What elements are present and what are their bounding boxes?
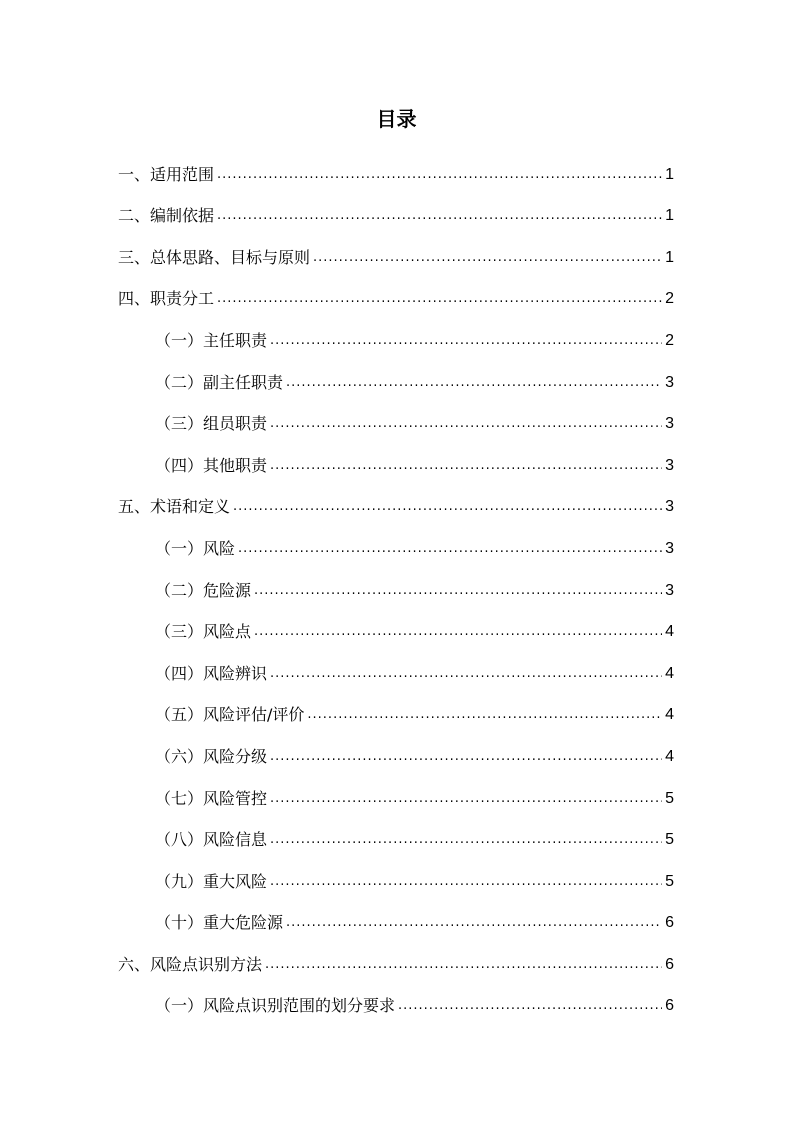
toc-entry-page: 6: [665, 997, 674, 1015]
toc-entry-page: 3: [665, 456, 674, 474]
toc-entry-label: （三）组员职责: [155, 414, 268, 434]
toc-entry-label: （五）风险评估/评价: [155, 705, 305, 725]
toc-entry-label: （十）重大危险源: [155, 913, 284, 933]
toc-entry-page: 2: [665, 290, 674, 308]
toc-entry[interactable]: [118, 604, 674, 646]
toc-entry[interactable]: [118, 936, 674, 978]
toc-entry-label: 四、职责分工: [118, 289, 215, 309]
toc-entry[interactable]: [118, 271, 674, 313]
dot-leader: [217, 162, 662, 188]
toc-entry-page: 4: [665, 706, 674, 724]
dot-leader: [286, 910, 662, 936]
toc-entry-page: 3: [665, 539, 674, 557]
toc-entry-label: （一）风险点识别范围的划分要求: [155, 996, 396, 1016]
toc-entry-label: （四）其他职责: [155, 455, 268, 475]
toc-entry-page: 3: [665, 373, 674, 391]
toc-entry[interactable]: [118, 229, 674, 271]
dot-leader: [313, 245, 662, 271]
dot-leader: [286, 370, 662, 396]
toc-entry[interactable]: [118, 770, 674, 812]
dot-leader: [254, 578, 662, 604]
toc-entry-page: 1: [665, 248, 674, 266]
toc-entry-page: 5: [665, 831, 674, 849]
dot-leader: [217, 286, 662, 312]
toc-entry[interactable]: [118, 354, 674, 396]
dot-leader: [270, 827, 662, 853]
toc-entry[interactable]: [118, 645, 674, 687]
dot-leader: [238, 536, 662, 562]
toc-entry[interactable]: [118, 312, 674, 354]
toc-entry-label: （一）风险: [155, 538, 236, 558]
toc-entry[interactable]: [118, 479, 674, 521]
toc-entry-page: 4: [665, 664, 674, 682]
toc-entry-page: 1: [665, 165, 674, 183]
dot-leader: [270, 328, 662, 354]
dot-leader: [270, 786, 662, 812]
toc-entry-label: （八）风险信息: [155, 830, 268, 850]
toc-entry-page: 3: [665, 498, 674, 516]
toc-entry-label: （三）风险点: [155, 622, 252, 642]
toc-entry-page: 4: [665, 747, 674, 765]
toc-title: 目录: [376, 107, 417, 131]
dot-leader: [265, 952, 662, 978]
dot-leader: [270, 411, 662, 437]
toc-entry[interactable]: [118, 520, 674, 562]
dot-leader: [233, 494, 662, 520]
dot-leader: [270, 744, 662, 770]
toc-entry-label: （七）风险管控: [155, 788, 268, 808]
toc-entry[interactable]: [118, 437, 674, 479]
toc-entry-page: 2: [665, 331, 674, 349]
toc-entry[interactable]: [118, 188, 674, 230]
dot-leader: [307, 702, 662, 728]
toc-entry[interactable]: [118, 812, 674, 854]
toc-entry-page: 5: [665, 872, 674, 890]
toc-entry-label: （一）主任职责: [155, 330, 268, 350]
toc-entry-page: 3: [665, 415, 674, 433]
toc-entry-page: 5: [665, 789, 674, 807]
toc-entry-label: （九）重大风险: [155, 871, 268, 891]
toc-entry-label: （二）副主任职责: [155, 372, 284, 392]
dot-leader: [398, 993, 662, 1019]
toc-entry-label: 一、适用范围: [118, 164, 215, 184]
dot-leader: [270, 453, 662, 479]
toc-entry[interactable]: [118, 562, 674, 604]
dot-leader: [217, 203, 662, 229]
toc-entry-page: 1: [665, 207, 674, 225]
toc-entry[interactable]: [118, 687, 674, 729]
dot-leader: [254, 619, 662, 645]
table-of-contents: [118, 146, 674, 1019]
toc-entry[interactable]: [118, 895, 674, 937]
toc-entry[interactable]: [118, 853, 674, 895]
toc-entry[interactable]: [118, 728, 674, 770]
toc-entry-label: （六）风险分级: [155, 746, 268, 766]
toc-entry-label: 三、总体思路、目标与原则: [118, 247, 311, 267]
toc-entry[interactable]: [118, 146, 674, 188]
dot-leader: [270, 661, 662, 687]
toc-entry-label: 二、编制依据: [118, 206, 215, 226]
toc-entry-page: 4: [665, 623, 674, 641]
toc-entry-page: 3: [665, 581, 674, 599]
toc-entry-label: （四）风险辨识: [155, 663, 268, 683]
toc-entry-page: 6: [665, 914, 674, 932]
toc-entry[interactable]: [118, 978, 674, 1020]
dot-leader: [270, 869, 662, 895]
toc-entry-label: 六、风险点识别方法: [118, 954, 263, 974]
toc-entry-label: 五、术语和定义: [118, 497, 231, 517]
toc-entry-page: 6: [665, 955, 674, 973]
toc-entry[interactable]: [118, 396, 674, 438]
toc-entry-label: （二）危险源: [155, 580, 252, 600]
